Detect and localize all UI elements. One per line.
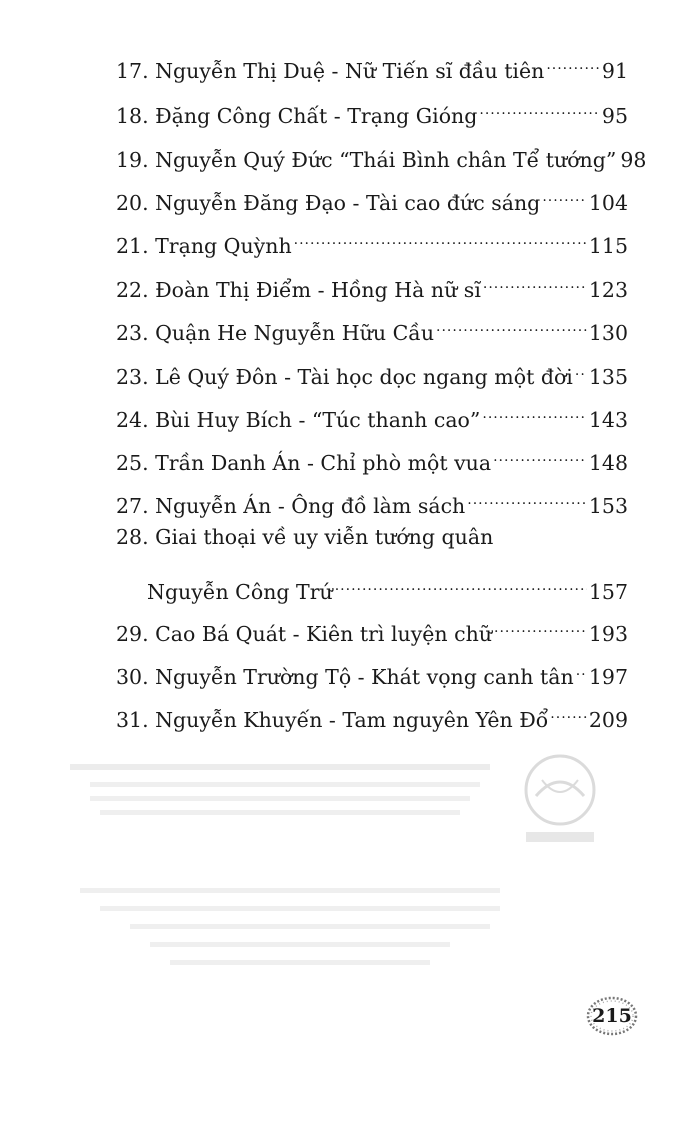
toc-entry-page: 157 (588, 580, 628, 604)
toc-entry-title: 29. Cao Bá Quát - Kiên trì luyện chữ (116, 622, 493, 646)
toc-entry-title: 24. Bùi Huy Bích - “Túc thanh cao” (116, 408, 481, 432)
toc-entry-page: 98 (620, 148, 647, 172)
toc-entry-page: 135 (588, 365, 628, 389)
toc-entry-page: 209 (588, 708, 628, 732)
toc-entry[interactable] (116, 89, 628, 128)
dot-leader (576, 650, 587, 684)
dot-leader (479, 89, 600, 123)
dot-leader (546, 44, 600, 78)
toc-entry-page: 143 (588, 408, 628, 432)
dot-leader (575, 350, 587, 384)
bleed-through-logo (512, 750, 608, 850)
toc-entry[interactable] (116, 350, 628, 389)
toc-entry-title: 23. Lê Quý Đôn - Tài học dọc ngang một đời (116, 365, 573, 389)
toc-entry-page: 123 (588, 278, 628, 302)
toc-entry[interactable] (116, 176, 628, 215)
toc-entry[interactable] (116, 44, 628, 83)
dot-leader (493, 436, 587, 470)
dot-leader (494, 607, 587, 641)
toc-entry-page: 197 (588, 665, 628, 689)
toc-entry[interactable] (116, 393, 628, 432)
toc-entry-page: 104 (588, 191, 628, 215)
toc-entry-page: 91 (601, 59, 628, 83)
toc-entry-page: 130 (588, 321, 628, 345)
toc-entry[interactable] (116, 650, 628, 689)
toc-entry-continuation[interactable] (147, 565, 628, 604)
toc-entry-title: 18. Đặng Công Chất - Trạng Gióng (116, 104, 478, 128)
toc-entry-title: 25. Trần Danh Án - Chỉ phò một vua (116, 451, 492, 475)
toc-entry[interactable] (116, 219, 628, 258)
toc-entry-title: 20. Nguyễn Đăng Đạo - Tài cao đức sáng (116, 191, 541, 215)
toc-entry[interactable] (116, 520, 628, 554)
dot-leader (550, 693, 587, 727)
page-number: 215 (592, 1005, 632, 1027)
toc-entry-title: 22. Đoàn Thị Điểm - Hồng Hà nữ sĩ (116, 278, 481, 302)
dot-leader (542, 176, 587, 210)
toc-entry-title: 23. Quận He Nguyễn Hữu Cầu (116, 321, 435, 345)
dot-leader (483, 263, 587, 297)
toc-entry-title: 31. Nguyễn Khuyến - Tam nguyên Yên Đổ (116, 708, 549, 732)
toc-entry[interactable] (116, 693, 628, 732)
toc-entry[interactable] (116, 479, 628, 518)
toc-entry-page: 193 (588, 622, 628, 646)
toc-entry-title: 17. Nguyễn Thị Duệ - Nữ Tiến sĩ đầu tiên (116, 59, 545, 83)
toc-entry-title: 19. Nguyễn Quý Đức “Thái Bình chân Tể tướng” (116, 148, 617, 172)
bleed-through-text (70, 760, 510, 990)
toc-entry-title: 28. Giai thoại về uy viễn tướng quân (116, 525, 494, 549)
page-number-badge (584, 994, 640, 1038)
toc-entry[interactable] (116, 436, 628, 475)
toc-entry-title: 30. Nguyễn Trường Tộ - Khát vọng canh tân (116, 665, 574, 689)
toc-entry-title: Nguyễn Công Trứ (147, 580, 333, 604)
toc-entry-page: 95 (601, 104, 628, 128)
toc-entry-title: 27. Nguyễn Án - Ông đồ làm sách (116, 494, 466, 518)
dot-leader (335, 565, 587, 599)
toc-entry[interactable] (116, 133, 647, 172)
toc-entry-title: 21. Trạng Quỳnh (116, 234, 292, 258)
dot-leader (482, 393, 586, 427)
toc-entry[interactable] (116, 607, 628, 646)
toc-entry-page: 148 (588, 451, 628, 475)
toc-entry-page: 115 (588, 234, 628, 258)
toc-entry[interactable] (116, 263, 628, 302)
dot-leader (294, 219, 587, 253)
toc-entry-page: 153 (588, 494, 628, 518)
toc-entry[interactable] (116, 306, 628, 345)
dot-leader (436, 306, 587, 340)
dot-leader (467, 479, 587, 513)
